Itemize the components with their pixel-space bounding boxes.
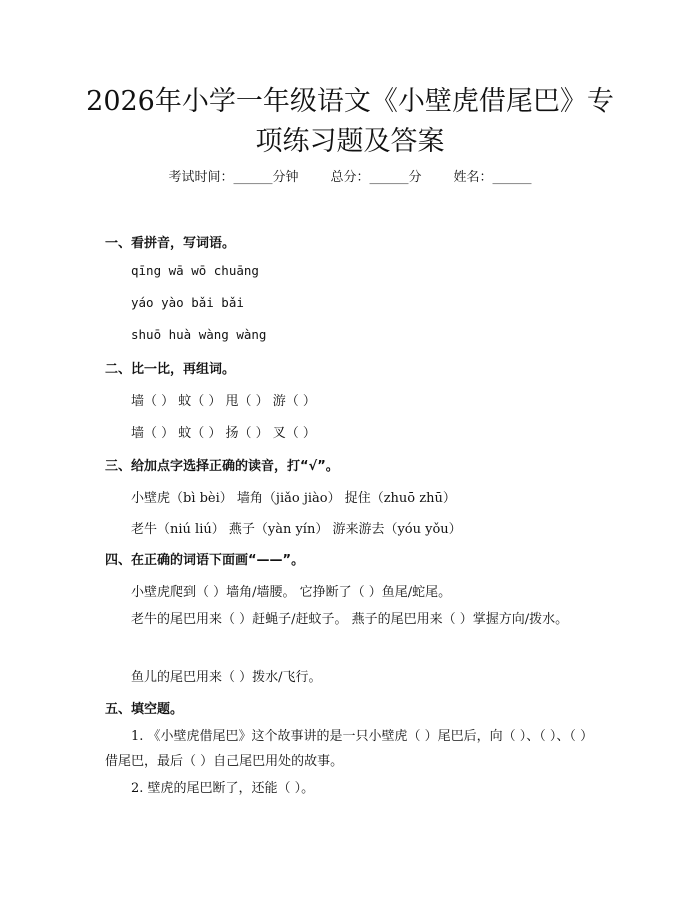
question-line: 小壁虎爬到（ ）墙角/墙腰。 它挣断了（ ）鱼尾/蛇尾。 <box>131 585 452 600</box>
question-line: 鱼儿的尾巴用来（ ）拨水/飞行。 <box>131 670 322 685</box>
total-score: 总分：______分 <box>330 170 422 185</box>
question-paragraph: 2. 壁虎的尾巴断了，还能（ ）。 <box>131 781 315 796</box>
section-4-heading: 四、在正确的词语下面画“——”。 <box>105 553 305 568</box>
pinyin-line: yáo yào bǎi bǎi <box>131 295 244 310</box>
title-line-1: 2026年小学一年级语文《小壁虎借尾巴》专 <box>86 86 614 117</box>
section-5-heading: 五、填空题。 <box>105 702 184 717</box>
section-1-heading: 一、看拼音，写词语。 <box>105 236 236 251</box>
question-line: 老牛（niú liú） 燕子（yàn yín） 游来游去（yóu yǒu） <box>131 522 462 537</box>
page-title <box>70 82 630 162</box>
section-3-heading: 三、给加点字选择正确的读音，打“√”。 <box>105 459 339 474</box>
question-paragraph: 老牛的尾巴用来（ ）赶蝇子/赶蚊子。 燕子的尾巴用来（ ）掌握方向/拨水。 <box>131 612 569 627</box>
question-paragraph: 1. 《小壁虎借尾巴》这个故事讲的是一只小壁虎（ ）尾巴后，向（ ）、（ ）、（ ）借尾巴，最后（ ）自己尾巴用处的故事。 <box>105 729 594 769</box>
title-line-2: 项练习题及答案 <box>255 126 445 157</box>
question-line: 墙（ ） 蚊（ ） 甩（ ） 游（ ） <box>131 394 316 409</box>
exam-time: 考试时间：______分钟 <box>168 170 299 185</box>
exam-info <box>0 168 700 188</box>
pinyin-line: shuō huà wàng wàng <box>131 327 267 342</box>
question-line: 墙（ ） 蚊（ ） 扬（ ） 叉（ ） <box>131 426 316 441</box>
question-line: 小壁虎（bì bèi） 墙角（jiǎo jiào） 捉住（zhuō zhū） <box>131 491 456 506</box>
student-name: 姓名：______ <box>453 170 532 185</box>
pinyin-line: qīng wā wō chuāng <box>131 263 259 278</box>
section-2-heading: 二、比一比，再组词。 <box>105 362 236 377</box>
